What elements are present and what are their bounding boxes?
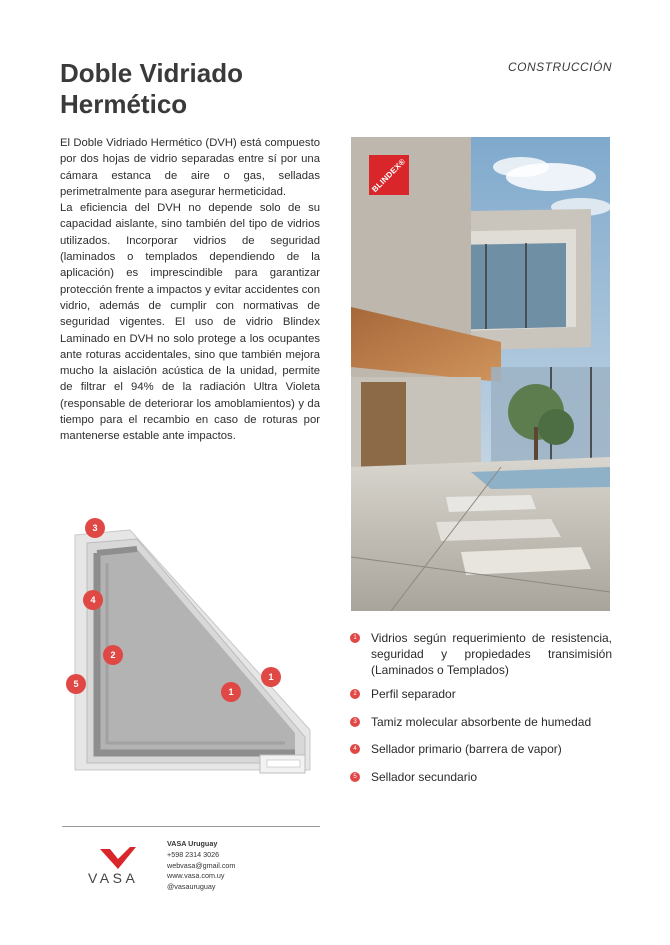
diagram-marker-5: 5 — [66, 674, 86, 694]
company-name: VASA Uruguay — [167, 839, 218, 848]
legend-number-1: 1 — [350, 633, 360, 643]
vasa-logo-text: VASA — [88, 870, 139, 886]
diagram-marker-3: 3 — [85, 518, 105, 538]
contact-social[interactable]: @vasauruguay — [167, 882, 216, 892]
dvh-diagram-drawing — [55, 515, 325, 785]
paragraph-efficiency: La eficiencia del DVH no depende solo de su capacidad aislante, sino también del tipo de vidrios utilizados. Incorporar vidrios de seguridad (laminados o templados dependiendo de la aplicación) es imprescindible para garantizar protección frente a impactos y evitar accidentes con vidrio, además de cumplir con normativas de seguridad vigentes. El uso de vidrio Blindex Laminado en DVH no solo protege a los ocupantes ante roturas accidentales, sino que también mejora mucho la aislación acústica de la unidad, permite de filtrar el 94% de la radiación Ultra Violeta (responsable de deteriorar los amoblamientos) y da tiempo para el recambio en caso de roturas por mantenerse estable ante impactos. — [60, 202, 320, 443]
contact-phone: +598 2314 3026 — [167, 849, 220, 859]
house-illustration — [351, 137, 610, 611]
contact-website[interactable]: www.vasa.com.uy — [167, 871, 225, 881]
legend-text-3: Tamiz molecular absorbente de humedad — [371, 715, 592, 729]
legend-number-3: 3 — [350, 717, 360, 727]
blindex-logo — [369, 155, 409, 195]
legend-number-4: 4 — [350, 744, 360, 754]
paragraph-intro: El Doble Vidriado Hermético (DVH) está compuesto por dos hojas de vidrio separadas entre sí por una cámara estanca de aire o gas, selladas perimetralmente para asegurar hermeticidad. — [60, 137, 320, 198]
legend-number-2: 2 — [350, 689, 360, 699]
diagram-marker-2: 2 — [103, 645, 123, 665]
legend-item-1 — [350, 630, 612, 678]
diagram-marker-1-inner: 1 — [221, 682, 241, 702]
contact-block — [167, 839, 235, 893]
legend-number-5: 5 — [350, 772, 360, 782]
legend-text-2: Perfil separador — [371, 687, 456, 701]
diagram-marker-4: 4 — [83, 590, 103, 610]
legend-item-2 — [350, 686, 612, 702]
legend-text-5: Sellador secundario — [371, 770, 478, 784]
title-line-1: Doble Vidriado — [60, 58, 243, 88]
legend-item-5 — [350, 769, 612, 785]
legend-text-1: Vidrios según requerimiento de resistencia, seguridad y propiedades transimisión (Laminados o Templados) — [371, 631, 612, 677]
legend-item-4 — [350, 741, 612, 757]
title-line-2: Hermético — [60, 89, 188, 119]
footer-divider — [62, 826, 320, 827]
legend-text-4: Sellador primario (barrera de vapor) — [371, 742, 562, 756]
architecture-photo — [351, 137, 610, 611]
section-category: CONSTRUCCIÓN — [508, 60, 612, 74]
diagram-marker-1-outer: 1 — [261, 667, 281, 687]
page-title — [60, 58, 340, 120]
legend-item-3 — [350, 714, 612, 730]
blindex-logo-text: BLINDEX® — [370, 156, 408, 194]
article-body — [60, 135, 320, 445]
dvh-cross-section-diagram — [55, 515, 325, 785]
contact-email[interactable]: webvasa@gmail.com — [167, 860, 236, 870]
